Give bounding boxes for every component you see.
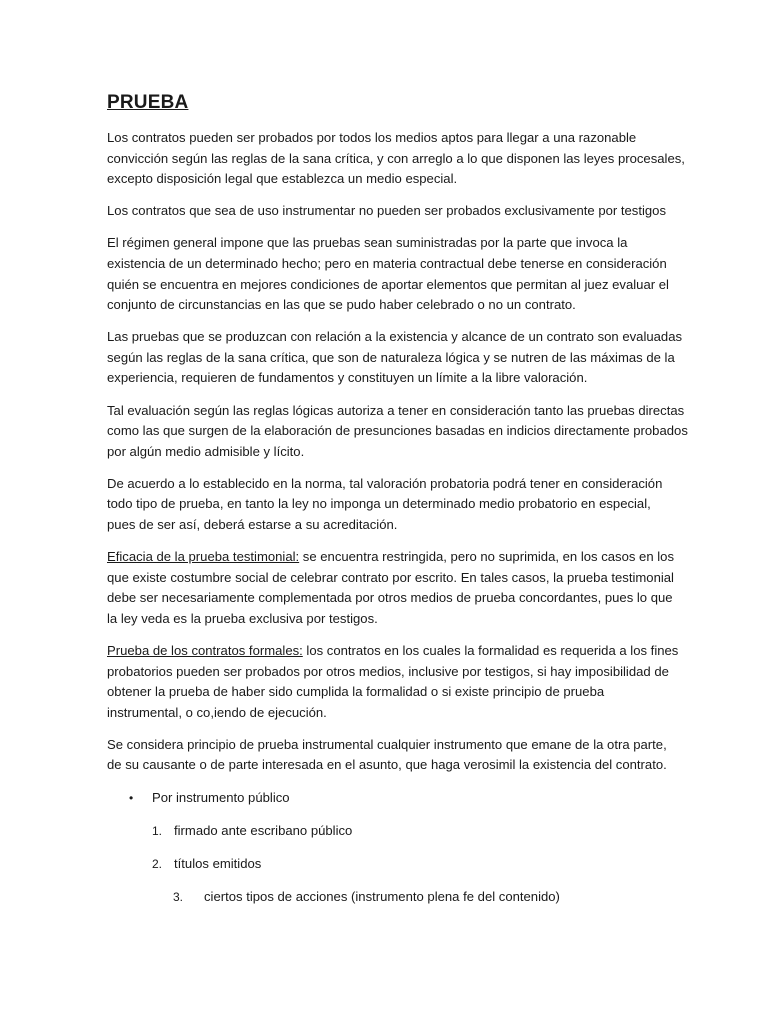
text-line: por algún medio admisible y lícito. (107, 443, 305, 459)
text-line: la ley veda es la prueba exclusiva por testigos. (107, 610, 378, 626)
numbered-item (107, 887, 667, 907)
bullet-text: Por instrumento público (152, 790, 290, 806)
text-line: Las pruebas que se produzcan con relación a la existencia y alcance de un contrato son evaluadas (107, 329, 683, 345)
paragraph-7 (107, 547, 674, 629)
numbered-text: ciertos tipos de acciones (instrumento plena fe del contenido) (204, 889, 560, 905)
paragraph-4 (107, 327, 683, 389)
paragraph-9 (107, 735, 667, 776)
text-line: que existe costumbre social de celebrar contrato por escrito. En tales casos, la prueba testimonial (107, 569, 674, 585)
numbered-text: firmado ante escribano público (174, 823, 353, 839)
text-line: El régimen general impone que las pruebas sean suministradas por la parte que invoca la (107, 235, 628, 251)
document-page (107, 92, 688, 907)
number-marker: 2. (152, 857, 163, 872)
numbered-item (107, 821, 667, 841)
text-line: obtener la prueba de haber sido cumplida la formalidad o si existe principio de prueba (107, 684, 605, 700)
paragraph-1 (107, 128, 685, 190)
text-line: existencia de un determinado hecho; pero en materia contractual debe tenerse en consideración (107, 255, 667, 271)
text-line: experiencia, requieren de fundamentos y constituyen un límite a la libre valoración. (107, 370, 588, 386)
inline-heading: Eficacia de la prueba testimonial: (107, 549, 300, 565)
paragraph-8 (107, 641, 679, 723)
text-line: Los contratos pueden ser probados por todos los medios aptos para llegar a una razonable (107, 130, 637, 145)
text-line: como las que surgen de la elaboración de presunciones basadas en indicios directamente probados (107, 423, 688, 439)
text-line: debe ser necesariamente complementada por otros medios de prueba concordantes, pues lo que (107, 590, 673, 606)
paragraph-5 (107, 401, 688, 463)
text-line: instrumental, o co,iendo de ejecución. (107, 704, 327, 720)
text-line: Se considera principio de prueba instrumental cualquier instrumento que emane de la otra parte, (107, 736, 667, 752)
text-line: probatorios pueden ser probados por otros medios, inclusive por testigos, si hay imposibilidad de (107, 663, 669, 679)
text-fragment: los contratos en los cuales la formalidad es requerida a los fines (302, 642, 679, 658)
text-line: pues de ser así, deberá estarse a su acreditación. (107, 517, 398, 532)
text-line: convicción según las reglas de la sana crítica, y con arreglo a lo que disponen las leyes procesales, (107, 150, 685, 166)
bullet-marker: • (129, 791, 134, 806)
text-line: De acuerdo a lo establecido en la norma, tal valoración probatoria podrá tener en consideración (107, 475, 663, 491)
text-line: todo tipo de prueba, en tanto la ley no imponga un determinado medio probatorio en especial, (107, 496, 651, 512)
text-line: conjunto de circunstancias en las que se pudo haber celebrado o no un contrato. (107, 297, 576, 313)
numbered-item (107, 854, 667, 874)
numbered-text: títulos emitidos (174, 856, 262, 872)
text-line: Los contratos que sea de uso instrumentar no pueden ser probados exclusivamente por testigos (107, 203, 667, 219)
paragraph-3 (107, 233, 667, 315)
inline-heading: Prueba de los contratos formales: (107, 642, 303, 658)
text-line: quién se encuentra en mejores condiciones de aportar elementos que permitan al juez evaluar el (107, 276, 669, 292)
text-line: Tal evaluación según las reglas lógicas autoriza a tener en consideración tanto las pruebas directas (107, 402, 685, 418)
number-marker: 3. (173, 890, 184, 905)
text-line-with-heading (107, 547, 674, 568)
text-line-with-heading (107, 641, 679, 662)
text-line: según las reglas de la sana crítica, que son de naturaleza lógica y se nutren de las máximas de la (107, 349, 675, 365)
text-line: de su causante o de parte interesada en el asunto, que haga verosimil la existencia del contrato. (107, 757, 667, 773)
number-marker: 1. (152, 824, 163, 839)
paragraph-2 (107, 201, 667, 222)
bullet-item (107, 788, 667, 808)
document-title: PRUEBA (107, 92, 189, 113)
text-fragment: se encuentra restringida, pero no suprimida, en los casos en los (299, 549, 674, 565)
paragraph-6 (107, 474, 667, 536)
text-line: excepto disposición legal que establezca un medio especial. (107, 171, 458, 187)
